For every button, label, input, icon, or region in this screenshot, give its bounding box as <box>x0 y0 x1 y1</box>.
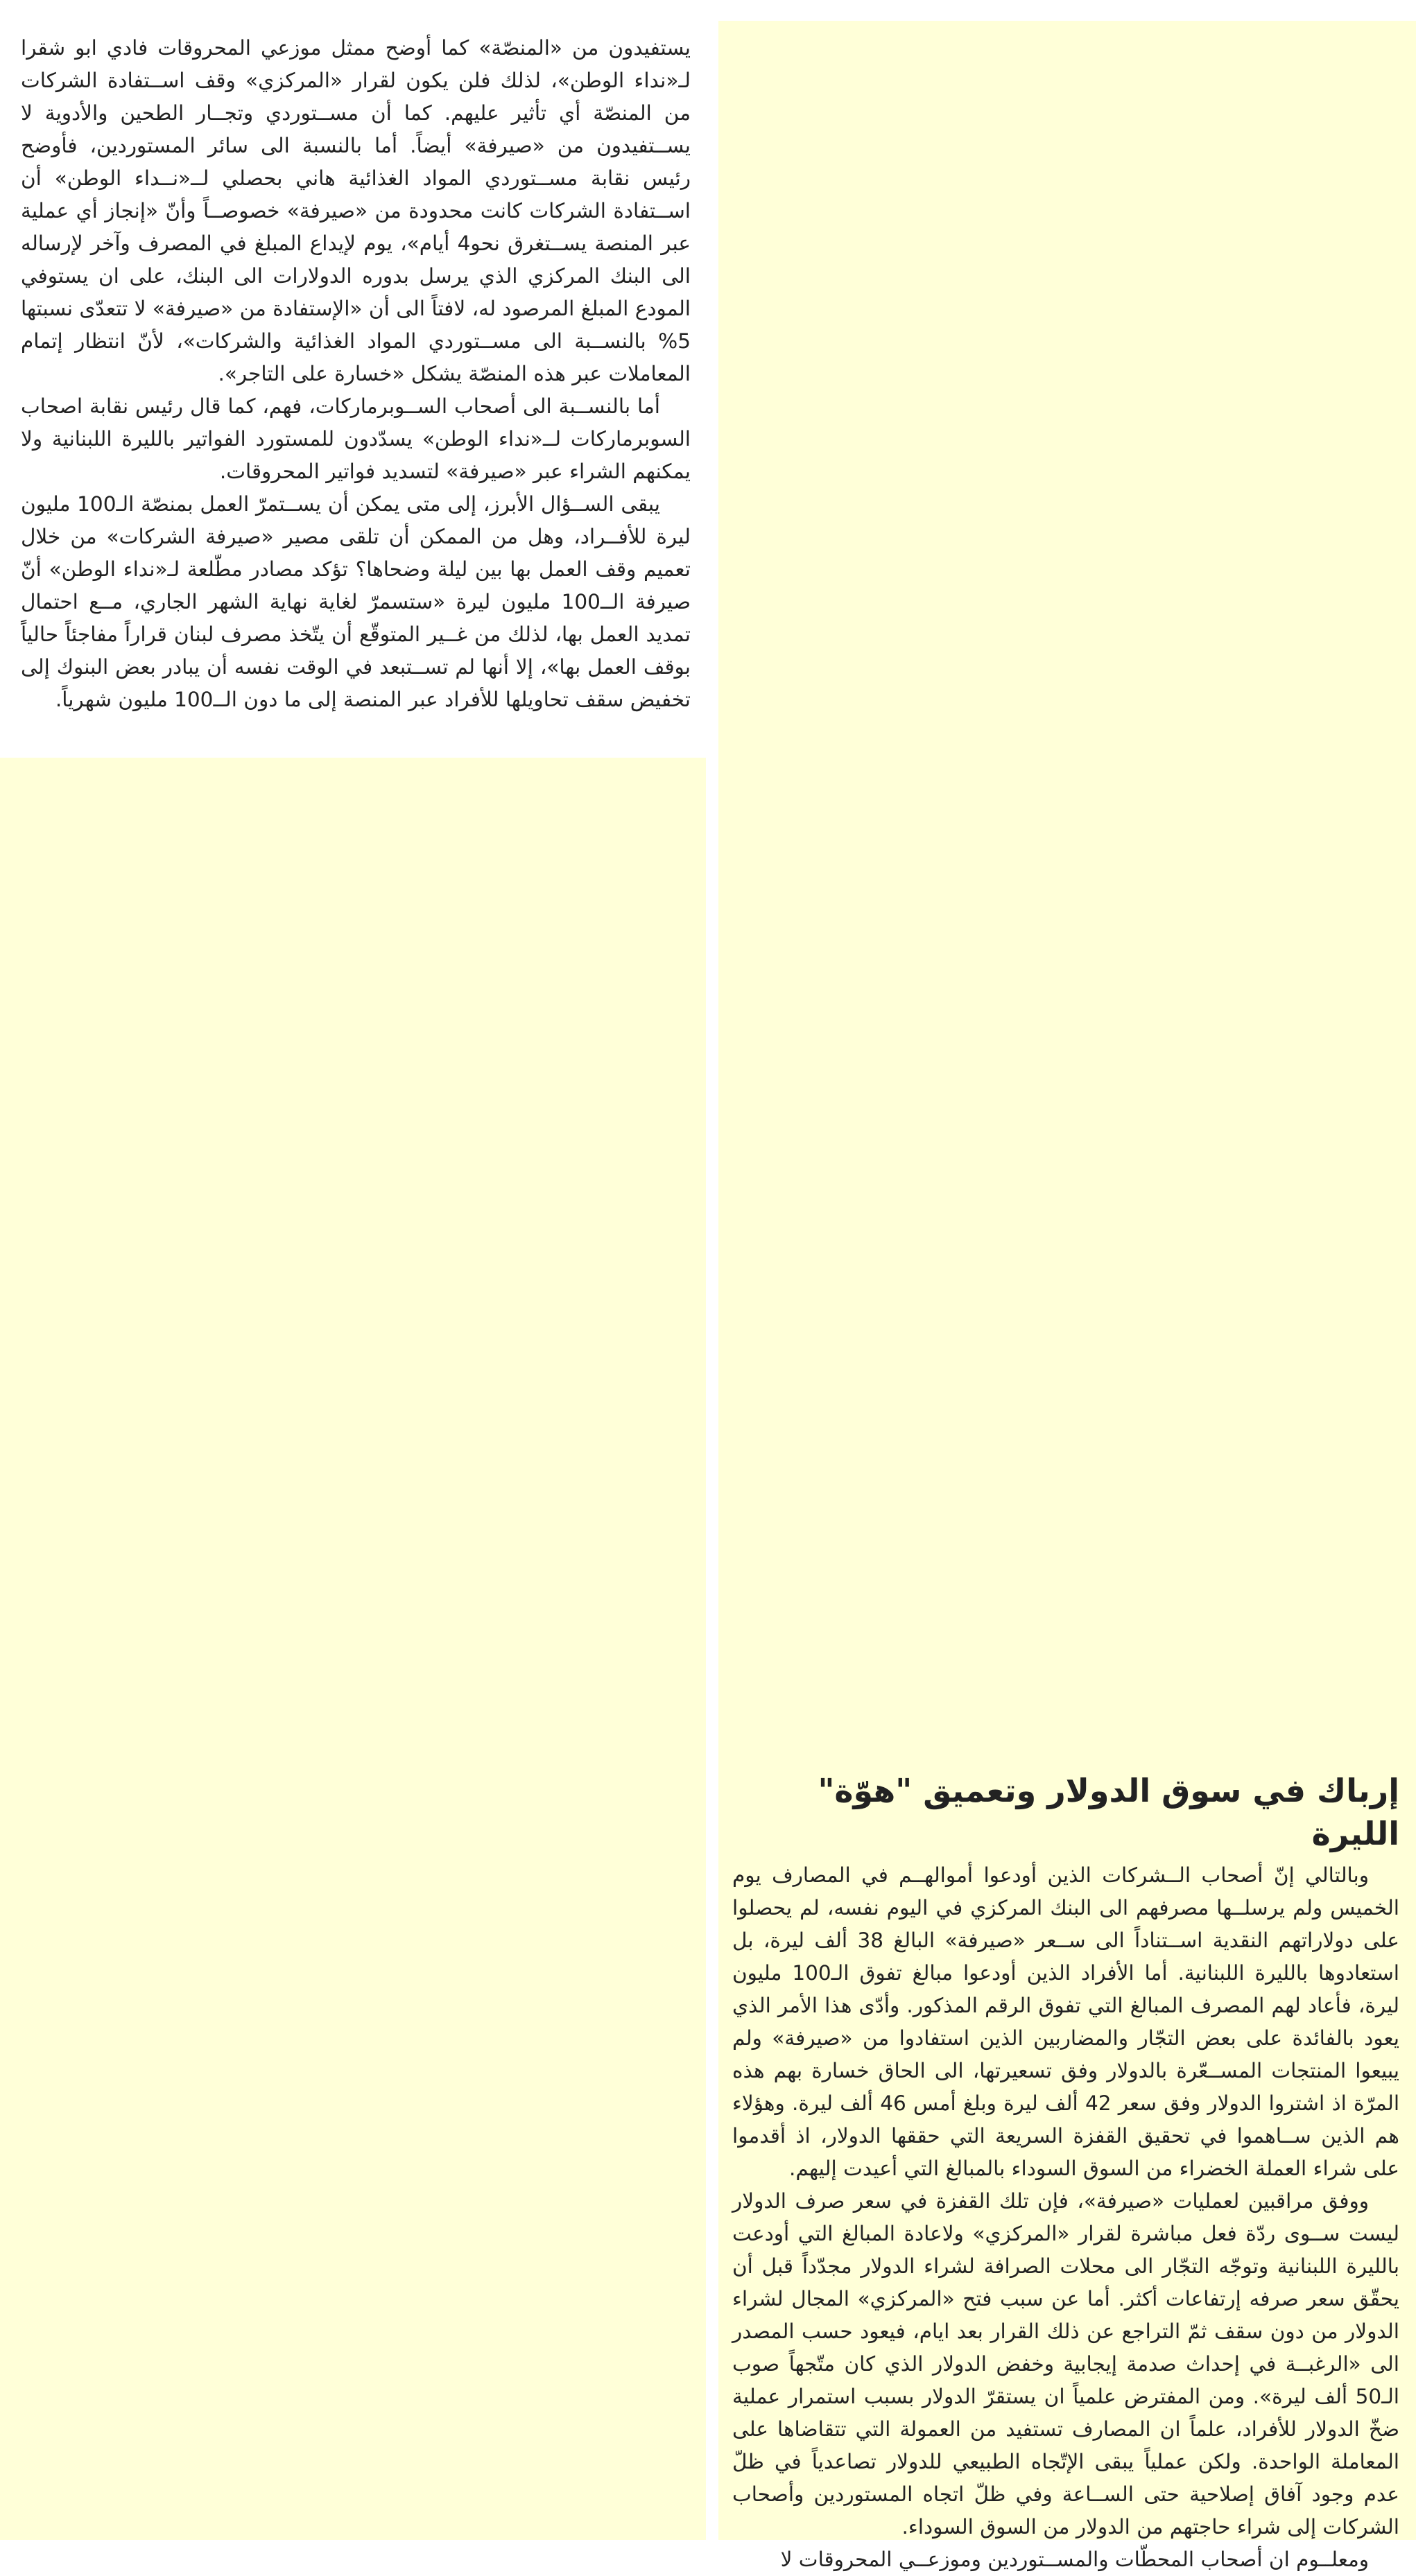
article-column-continued <box>21 32 691 716</box>
background-panel <box>0 758 706 2540</box>
article-paragraph: يستفيدون من «المنصّة» كما أوضح ممثل موزعي المحروقات فادي ابو شقرا لـ«نداء الوطن»، لذلك فلن يكون لقرار «المركزي» وقف اســتفادة الشركات من المنصّة أي تأثير عليهم. كما أن مســتوردي وتجــار الطحين والأدوية لا يســتفيدون من «صيرفة» أيضاً. أما بالنسبة الى سائر المستوردين، فأوضح رئيس نقابة مســتوردي المواد الغذائية هاني بحصلي لــ«نــداء الوطن» أن اســتفادة الشركات كانت محدودة من «صيرفة» خصوصــاً وأنّ «إنجاز أي عملية عبر المنصة يســتغرق نحو4 أيام»، يوم لإيداع المبلغ في المصرف وآخر لإرساله الى البنك المركزي الذي يرسل بدوره الدولارات الى البنك، على ان يستوفي المودع المبلغ المرصود له، لافتاً الى أن «الإستفادة من «صيرفة» لا تتعدّى نسبتها 5% بالنســبة الى مســتوردي المواد الغذائية والشركات»، لأنّ انتظار إتمام المعاملات عبر هذه المنصّة يشكل «خسارة على التاجر». <box>21 36 691 385</box>
article-paragraph: يبقى الســؤال الأبرز، إلى متى يمكن أن يســتمرّ العمل بمنصّة الـ100 مليون ليرة للأفــراد، وهل من الممكن أن تلقى مصير «صيرفة الشركات» من خلال تعميم وقف العمل بها بين ليلة وضحاها؟ تؤكد مصادر مطّلعة لـ«نداء الوطن» أنّ صيرفة الــ100 مليون ليرة «ستسمرّ لغاية نهاية الشهر الجاري، مــع احتمال تمديد العمل بها، لذلك من غــير المتوقّع أن يتّخذ مصرف لبنان قراراً مفاجئاً حالياً بوقف العمل بها»، إلا أنها لم تســتبعد في الوقت نفسه أن يبادر بعض البنوك إلى تخفيض سقف تحاويلها للأفراد عبر المنصة إلى ما دون الــ100 مليون شهرياً. <box>21 492 691 711</box>
article-paragraph: أما بالنســبة الى أصحاب الســوبرماركات، فهم، كما قال رئيس نقابة اصحاب السوبرماركات لــ«نداء الوطن» يسدّدون للمستورد الفواتير بالليرة اللبنانية ولا يمكنهم الشراء عبر «صيرفة» لتسديد فواتير المحروقات. <box>21 394 691 483</box>
background-panel <box>718 21 1416 1769</box>
article-paragraph: وبالتالي إنّ أصحاب الــشركات الذين أودعوا أموالهــم في المصارف يوم الخميس ولم يرسلــها مصرفهم الى البنك المركزي في اليوم نفسه، لم يحصلوا على دولاراتهم النقدية اســتناداً الى ســعر «صيرفة» البالغ 38 ألف ليرة، بل استعادوها بالليرة اللبنانية. أما الأفراد الذين أودعوا مبالغ تفوق الـ100 مليون ليرة، فأعاد لهم المصرف المبالغ التي تفوق الرقم المذكور. وأدّى هذا الأمر الذي يعود بالفائدة على بعض التجّار والمضاربين الذين استفادوا من «صيرفة» ولم يبيعوا المنتجات المســعّرة بالدولار وفق تسعيرتها، الى الحاق خسارة بهم هذه المرّة اذ اشتروا الدولار وفق سعر 42 ألف ليرة وبلغ أمس 46 ألف ليرة. وهؤلاء هم الذين ســاهموا في تحقيق القفزة السريعة التي حققها الدولار، اذ أقدموا على شراء العملة الخضراء من السوق السوداء بالمبالغ التي أعيدت إليهم. <box>732 1863 1400 2180</box>
article-paragraph: ووفق مراقبين لعمليات «صيرفة»، فإن تلك القفزة في سعر صرف الدولار ليست ســوى ردّة فعل مباشرة لقرار «المركزي» ولاعادة المبالغ التي أودعت بالليرة اللبنانية وتوجّه التجّار الى محلات الصرافة لشراء الدولار مجدّداً قبل أن يحقّق سعر صرفه إرتفاعات أكثر. أما عن سبب فتح «المركزي» المجال لشراء الدولار من دون سقف ثمّ التراجع عن ذلك القرار بعد ايام، فيعود حسب المصدر الى «الرغبــة في إحداث صدمة إيجابية وخفض الدولار الذي كان متّجهاً صوب الـ50 ألف ليرة». ومن المفترض علمياً ان يستقرّ الدولار بسبب استمرار عملية ضخّ الدولار للأفراد، علماً ان المصارف تستفيد من العمولة التي تتقاضاها على المعاملة الواحدة. ولكن عملياً يبقى الإتّجاه الطبيعي للدولار تصاعدياً في ظلّ عدم وجود آفاق إصلاحية حتى الســاعة وفي ظلّ اتجاه المستوردين وأصحاب الشركات إلى شراء حاجتهم من الدولار من السوق السوداء. <box>732 2189 1399 2539</box>
article-subheadline: إرباك في سوق الدولار وتعميق "هوّة" الليرة <box>818 1772 1399 1852</box>
article-column-with-subhead <box>732 1769 1399 2576</box>
article-paragraph: ومعلــوم ان أصحاب المحطّات والمســتوردين وموزعــي المحروقات لا <box>780 2548 1369 2571</box>
